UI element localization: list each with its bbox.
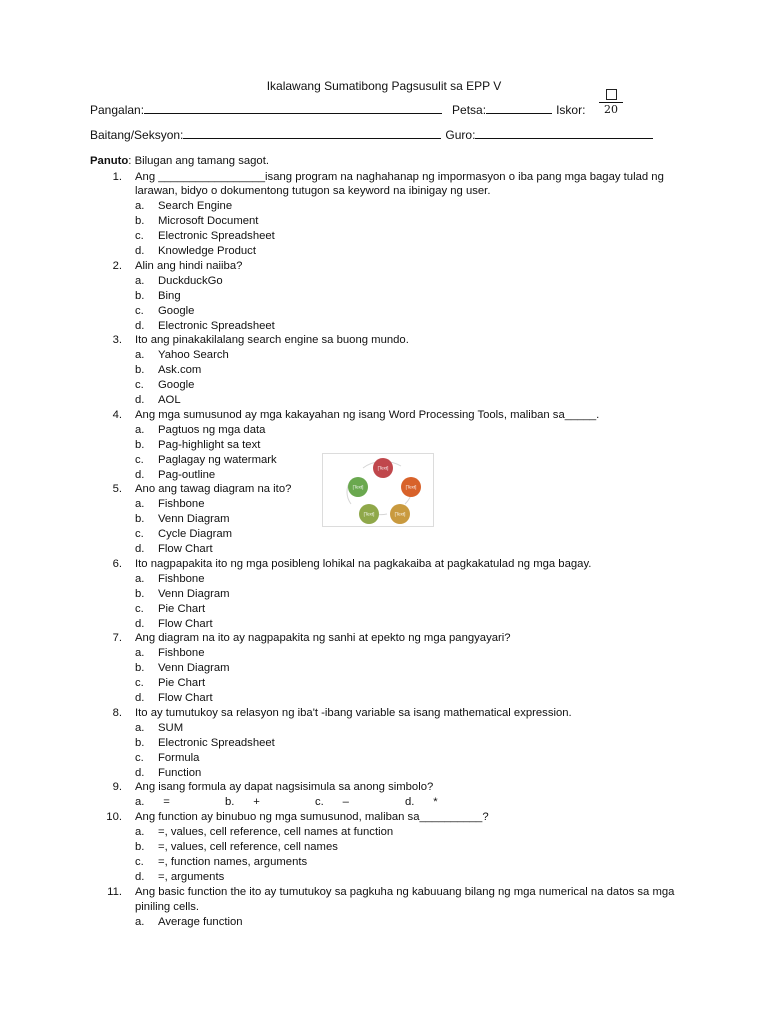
option-letter[interactable]: c.: [135, 528, 144, 541]
option-text[interactable]: Electronic Spreadsheet: [158, 736, 275, 749]
question-text: Ito ang pinakakilalang search engine sa buong mundo.: [135, 334, 409, 347]
option-text[interactable]: Flow Chart: [158, 617, 213, 630]
option-text[interactable]: Pag-highlight sa text: [158, 438, 261, 451]
score-box-icon: [606, 89, 617, 100]
option-inline[interactable]: c. –: [315, 796, 349, 809]
option-letter[interactable]: b.: [135, 215, 145, 228]
option-text[interactable]: Bing: [158, 289, 181, 302]
question-number: 11.: [107, 885, 122, 898]
question-text: Ito nagpapakita ito ng mga posibleng lohikal na pagkakaiba at pagkakatulad ng mga bagay.: [135, 557, 592, 570]
option-text[interactable]: Fishbone: [158, 498, 205, 511]
option-text[interactable]: Formula: [158, 751, 200, 764]
question-text: Ang isang formula ay dapat nagsisimula sa anong simbolo?: [135, 781, 434, 794]
option-letter[interactable]: d.: [135, 617, 145, 630]
option-letter[interactable]: c.: [135, 304, 144, 317]
option-text[interactable]: Yahoo Search: [158, 349, 229, 362]
option-text[interactable]: =, values, cell reference, cell names: [158, 841, 338, 853]
option-text[interactable]: Pag-outline: [158, 468, 216, 481]
option-letter[interactable]: a.: [135, 498, 145, 511]
option-letter[interactable]: d.: [135, 394, 145, 406]
option-text[interactable]: =, values, cell reference, cell names at function: [158, 826, 394, 839]
score-denominator: 20: [604, 103, 618, 116]
cycle-node-label: [Text]: [363, 511, 375, 517]
option-letter[interactable]: b.: [135, 513, 145, 526]
name-label: Pangalan:: [90, 103, 145, 117]
option-letter[interactable]: a.: [135, 423, 145, 436]
option-letter[interactable]: b.: [135, 364, 145, 377]
option-letter[interactable]: a.: [135, 200, 145, 213]
option-letter[interactable]: a.: [135, 915, 145, 928]
option-letter[interactable]: d.: [135, 319, 145, 332]
option-letter[interactable]: a.: [135, 826, 145, 839]
option-text[interactable]: Function: [158, 766, 202, 779]
cycle-node-label: [Text]: [405, 484, 417, 490]
option-text[interactable]: Venn Diagram: [158, 587, 230, 600]
question-text: Ang _________________isang program na naghahanap ng impormasyon o iba pang mga bagay tulad ng: [135, 170, 664, 183]
question-number: 6.: [112, 557, 122, 570]
option-text[interactable]: Paglagay ng watermark: [158, 453, 277, 466]
teacher-blank[interactable]: [475, 126, 653, 139]
option-text[interactable]: Microsoft Document: [158, 215, 259, 228]
option-letter[interactable]: c.: [135, 230, 144, 243]
date-blank[interactable]: [486, 101, 552, 114]
option-text[interactable]: Venn Diagram: [158, 662, 230, 675]
section-blank[interactable]: [183, 126, 441, 139]
option-inline[interactable]: b. +: [225, 796, 260, 809]
question-text: Ang function ay binubuo ng mga sumusunod, maliban sa__________?: [135, 811, 489, 824]
score-fraction: [599, 89, 623, 116]
exam-title: Ikalawang Sumatibong Pagsusulit sa EPP V: [266, 79, 502, 93]
option-text[interactable]: Fishbone: [158, 572, 205, 585]
option-text[interactable]: Search Engine: [158, 200, 233, 213]
option-letter[interactable]: c.: [135, 751, 144, 764]
name-date-row: [90, 101, 585, 117]
question-number: 1.: [112, 170, 122, 183]
option-letter[interactable]: c.: [135, 453, 144, 466]
question-number: 4.: [112, 408, 122, 421]
option-text[interactable]: Google: [158, 379, 195, 392]
option-text[interactable]: Ask.com: [158, 364, 202, 377]
option-letter[interactable]: d.: [135, 543, 145, 555]
section-label: Baitang/Seksyon:: [90, 128, 184, 142]
option-text[interactable]: SUM: [158, 721, 184, 734]
cycle-node-label: [Text]: [352, 484, 364, 490]
option-letter[interactable]: a.: [135, 274, 145, 287]
option-text[interactable]: Flow Chart: [158, 692, 213, 704]
option-letter[interactable]: c.: [135, 602, 144, 615]
option-text[interactable]: =, function names, arguments: [158, 855, 308, 868]
question-text: larawan, bidyo o dokumentong tutugon sa keyword na ibinigay ng user.: [135, 185, 491, 198]
option-text[interactable]: Venn Diagram: [158, 513, 230, 526]
option-inline[interactable]: a. =: [135, 796, 170, 809]
question-number: 5.: [112, 483, 122, 496]
question-text: Ang diagram na ito ay nagpapakita ng sanhi at epekto ng mga pangyayari?: [135, 632, 511, 645]
cycle-node-label: [Text]: [377, 465, 389, 471]
section-teacher-row: [90, 126, 653, 142]
option-letter[interactable]: d.: [135, 245, 145, 257]
option-letter[interactable]: b.: [135, 736, 145, 749]
question-number: 7.: [112, 632, 122, 645]
cycle-diagram-svg: [323, 454, 433, 526]
option-text[interactable]: Knowledge Product: [158, 245, 256, 257]
option-text[interactable]: Pie Chart: [158, 677, 206, 690]
option-letter[interactable]: c.: [135, 379, 144, 392]
option-text[interactable]: Fishbone: [158, 647, 205, 660]
option-text[interactable]: Cycle Diagram: [158, 528, 233, 541]
question-number: 8.: [112, 706, 122, 719]
option-text[interactable]: Google: [158, 304, 195, 317]
option-letter[interactable]: a.: [135, 721, 145, 734]
instructions: [90, 155, 269, 167]
question-text: Ang mga sumusunod ay mga kakayahan ng isang Word Processing Tools, maliban sa_____.: [135, 408, 600, 421]
instructions-text: : Bilugan ang tamang sagot.: [128, 155, 269, 167]
date-label: Petsa:: [452, 103, 487, 117]
option-letter[interactable]: d.: [135, 468, 145, 481]
teacher-label: Guro:: [445, 128, 476, 142]
option-letter[interactable]: d.: [135, 692, 145, 704]
cycle-node-label: [Text]: [394, 511, 406, 517]
option-letter[interactable]: b.: [135, 841, 145, 853]
option-letter[interactable]: b.: [135, 438, 145, 451]
option-letter[interactable]: d.: [135, 870, 145, 883]
option-text[interactable]: Flow Chart: [158, 543, 213, 555]
question-text: Alin ang hindi naiiba?: [135, 259, 243, 272]
question-text: Ito ay tumutukoy sa relasyon ng iba't -ibang variable sa isang mathematical expression.: [135, 706, 572, 719]
score-label: Iskor:: [556, 103, 586, 117]
option-letter[interactable]: d.: [135, 766, 145, 779]
option-letter[interactable]: c.: [135, 677, 144, 690]
question-number: 3.: [112, 334, 122, 347]
question-text: Ang basic function the ito ay tumutukoy sa pagkuha ng kabuuang bilang ng mga numerical na datos sa mga: [135, 885, 675, 898]
option-letter[interactable]: b.: [135, 289, 145, 302]
option-text[interactable]: =, arguments: [158, 870, 225, 883]
option-text[interactable]: Average function: [158, 915, 243, 928]
instructions-label: Panuto: [90, 155, 129, 167]
option-letter[interactable]: b.: [135, 662, 145, 675]
option-letter[interactable]: a.: [135, 647, 145, 660]
option-letter[interactable]: c.: [135, 855, 144, 868]
question-text: Ano ang tawag diagram na ito?: [135, 483, 292, 496]
option-text[interactable]: Pie Chart: [158, 602, 206, 615]
option-letter[interactable]: b.: [135, 587, 145, 600]
option-text[interactable]: Pagtuos ng mga data: [158, 423, 266, 436]
option-text[interactable]: Electronic Spreadsheet: [158, 230, 275, 243]
option-text[interactable]: AOL: [158, 394, 181, 406]
cycle-diagram-image: [322, 453, 434, 527]
question-number: 10.: [106, 811, 122, 824]
option-letter[interactable]: a.: [135, 349, 145, 362]
option-text[interactable]: Electronic Spreadsheet: [158, 319, 275, 332]
name-blank[interactable]: [144, 101, 442, 114]
option-text[interactable]: DuckduckGo: [158, 274, 223, 287]
option-letter[interactable]: a.: [135, 572, 145, 585]
question-text: piniling cells.: [135, 900, 200, 913]
question-number: 2.: [112, 259, 122, 272]
question-number: 9.: [112, 781, 122, 794]
option-inline[interactable]: d. *: [405, 796, 438, 809]
